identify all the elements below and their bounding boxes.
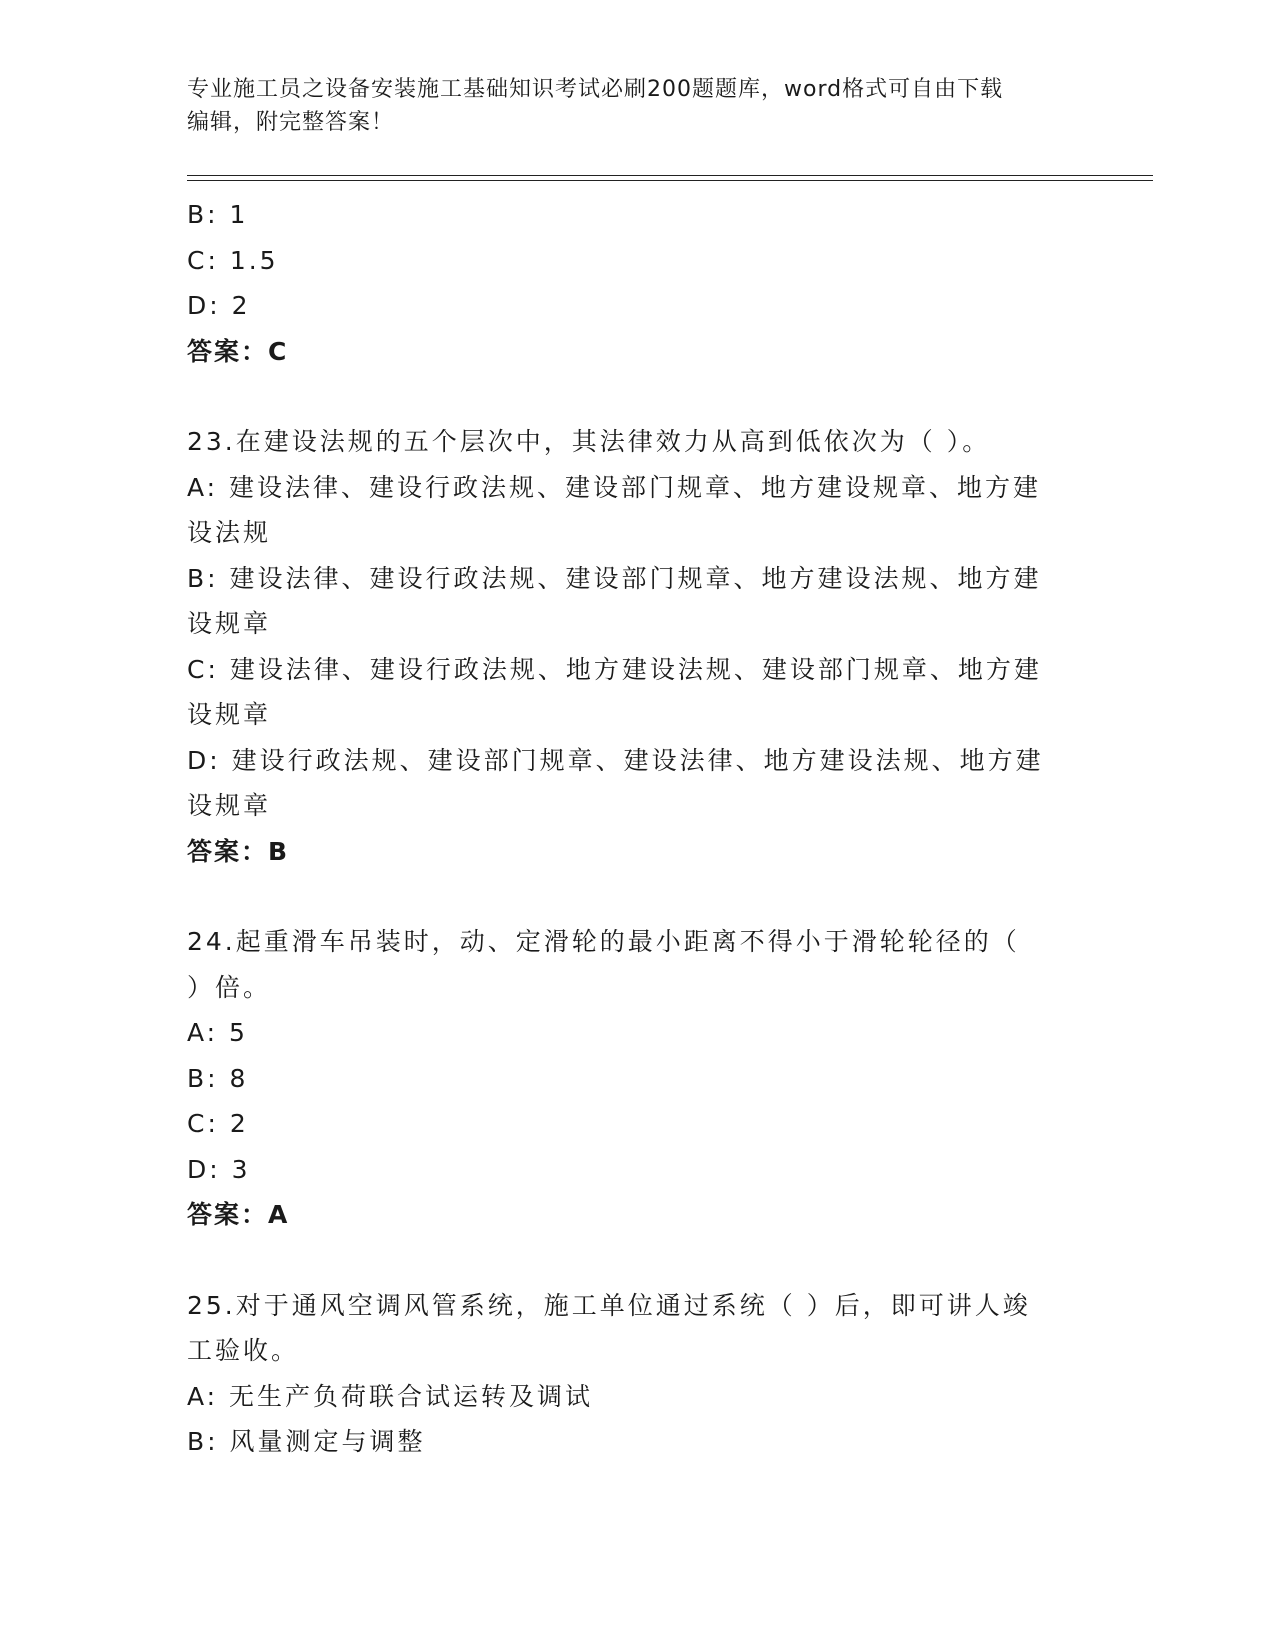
- spacer: [187, 874, 1087, 919]
- option-d: D: 2: [187, 291, 251, 320]
- header-divider-top: [187, 175, 1153, 176]
- question-stem: 24.起重滑车吊装时，动、定滑轮的最小距离不得小于滑轮轮径的（: [187, 927, 1020, 956]
- question-24: [187, 919, 1087, 1238]
- answer-line: 答案：B: [187, 836, 290, 866]
- option-d: D: 3: [187, 1154, 251, 1184]
- option-b: B: 建设法律、建设行政法规、建设部门规章、地方建设法规、地方建: [187, 563, 1042, 593]
- option-c: C: 2: [187, 1109, 249, 1138]
- option-a: A: 建设法律、建设行政法规、建设部门规章、地方建设规章、地方建: [187, 472, 1042, 502]
- question-23: [187, 419, 1087, 874]
- option-a: A: 无生产负荷联合试运转及调试: [187, 1381, 594, 1411]
- option-a-continued: 设法规: [187, 518, 272, 547]
- question-stem-continued: 工验收。: [187, 1336, 300, 1365]
- question-list: [187, 192, 1087, 1465]
- option-a: A: 5: [187, 1018, 248, 1047]
- option-b: B: 8: [187, 1063, 249, 1093]
- question-stem-continued: ）倍。: [187, 972, 272, 1002]
- answer-line: 答案：A: [187, 1200, 290, 1229]
- option-b: B: 1: [187, 200, 249, 229]
- header-title-line-1: 专业施工员之设备安装施工基础知识考试必刷200题题库，word格式可自由下载: [187, 77, 1004, 102]
- header-divider-bottom: [187, 180, 1153, 181]
- question-25: [187, 1283, 1087, 1465]
- question-stem: 25.对于通风空调风管系统，施工单位通过系统（ ）后，即可讲人竣: [187, 1290, 1031, 1320]
- question-22-tail: [187, 192, 1087, 374]
- spacer: [187, 1238, 1087, 1283]
- option-c-continued: 设规章: [187, 700, 272, 729]
- option-b: B: 风量测定与调整: [187, 1427, 426, 1456]
- option-c: C: 1.5: [187, 245, 279, 275]
- option-d-continued: 设规章: [187, 791, 272, 820]
- answer-line: 答案：C: [187, 336, 289, 366]
- option-b-continued: 设规章: [187, 609, 272, 638]
- option-d: D: 建设行政法规、建设部门规章、建设法律、地方建设法规、地方建: [187, 745, 1044, 775]
- document-header: [187, 73, 1087, 139]
- header-title-line-2: 编辑，附完整答案！: [187, 110, 395, 135]
- question-stem: 23.在建设法规的五个层次中，其法律效力从高到低依次为（ ）。: [187, 427, 991, 456]
- option-c: C: 建设法律、建设行政法规、地方建设法规、建设部门规章、地方建: [187, 654, 1042, 684]
- spacer: [187, 374, 1087, 419]
